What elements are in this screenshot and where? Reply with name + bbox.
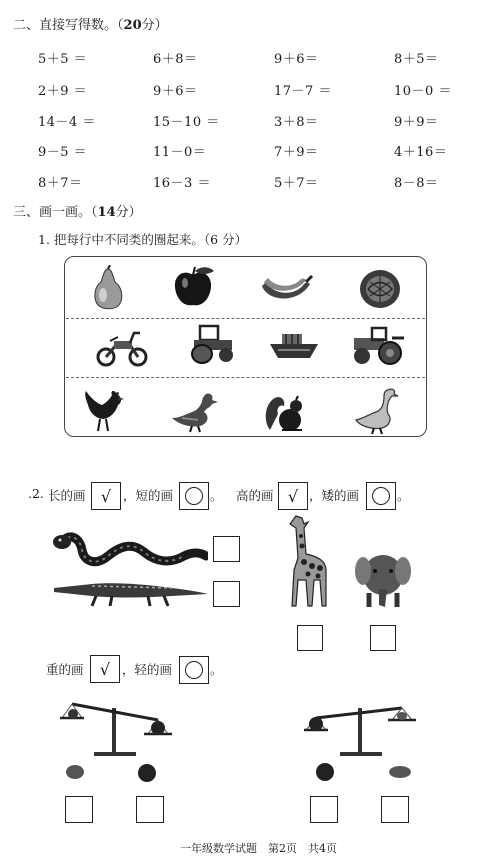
arithmetic-item: 4＋16＝ bbox=[394, 145, 448, 160]
apple-icon[interactable] bbox=[170, 265, 216, 309]
rooster-icon[interactable] bbox=[82, 389, 126, 433]
answer-box-light-right[interactable] bbox=[381, 796, 409, 823]
check-mark-box bbox=[91, 482, 121, 510]
arithmetic-item: 15－10 ＝ bbox=[153, 115, 220, 130]
road-roller-icon[interactable] bbox=[190, 324, 238, 364]
long-label: 长的画 bbox=[48, 488, 86, 503]
circle-mark-box bbox=[366, 482, 396, 510]
light-label: ，轻的画 bbox=[122, 662, 173, 677]
section-2-number: 二、 bbox=[13, 18, 40, 33]
arithmetic-item: 7＋9＝ bbox=[274, 145, 319, 160]
page-footer: 一年级数学试题 第2页 共4页 bbox=[180, 842, 337, 855]
banana-icon[interactable] bbox=[258, 272, 314, 308]
arithmetic-item: 2＋9 ＝ bbox=[38, 84, 88, 99]
arithmetic-item: 14－4 ＝ bbox=[38, 115, 96, 130]
section-3-score: 14 bbox=[97, 205, 116, 220]
circle-mark-box bbox=[179, 656, 209, 684]
short-label: ，短的画 bbox=[123, 488, 174, 503]
answer-box-elephant[interactable] bbox=[370, 625, 396, 651]
squirrel-icon[interactable] bbox=[262, 394, 306, 434]
section-2-title: 直接写得数。 bbox=[39, 18, 118, 33]
motorcycle-icon[interactable] bbox=[96, 327, 148, 367]
crocodile-icon bbox=[52, 574, 210, 608]
answer-box-crocodile[interactable] bbox=[213, 581, 240, 607]
balance-scale-right bbox=[302, 698, 420, 760]
watermelon-icon[interactable] bbox=[358, 268, 402, 310]
arithmetic-item: 8－8＝ bbox=[394, 176, 439, 191]
arithmetic-item: 5＋5 ＝ bbox=[38, 52, 88, 67]
arithmetic-item: 6＋8＝ bbox=[153, 52, 198, 67]
circle-mark-box bbox=[179, 482, 209, 510]
circle-icon bbox=[185, 487, 203, 505]
arithmetic-item: 10－0 ＝ bbox=[394, 84, 452, 99]
section-2-heading: 二、直接写得数。（20分） bbox=[13, 18, 168, 33]
arithmetic-item: 16－3 ＝ bbox=[153, 176, 211, 191]
boat-icon[interactable] bbox=[268, 330, 320, 364]
elephant-icon bbox=[355, 549, 411, 609]
check-mark-box bbox=[90, 655, 120, 683]
row-divider bbox=[66, 377, 425, 378]
giraffe-icon bbox=[282, 514, 338, 610]
question-1-text: 1. 把每行中不同类的圈起来。（6 分） bbox=[38, 232, 248, 247]
heavy-object-icon bbox=[136, 763, 158, 783]
section-2-score: 20 bbox=[123, 18, 142, 33]
check-mark-icon: √ bbox=[287, 486, 299, 506]
circle-icon bbox=[372, 487, 390, 505]
arithmetic-item: 9＋9＝ bbox=[394, 115, 439, 130]
circle-icon bbox=[185, 661, 203, 679]
section-3-heading: 三、画一画。（14分） bbox=[13, 205, 142, 220]
answer-box-giraffe[interactable] bbox=[297, 625, 323, 651]
duck-icon[interactable] bbox=[170, 390, 218, 434]
section-3-title: 画一画。 bbox=[39, 205, 92, 220]
heavy-label: 重的画 bbox=[46, 662, 84, 677]
arithmetic-item: 9＋6＝ bbox=[153, 84, 198, 99]
answer-box-light-left[interactable] bbox=[65, 796, 93, 823]
row-divider bbox=[66, 318, 425, 319]
section-3-number: 三、 bbox=[13, 205, 40, 220]
balance-scale-left bbox=[58, 698, 176, 760]
answer-box-snake[interactable] bbox=[213, 536, 240, 562]
heavy-object-icon bbox=[314, 761, 336, 783]
goose-icon[interactable] bbox=[352, 386, 400, 436]
arithmetic-item: 17－7 ＝ bbox=[274, 84, 332, 99]
question-2-number: .2. bbox=[28, 486, 44, 501]
arithmetic-item: 8＋7＝ bbox=[38, 176, 83, 191]
tractor-icon[interactable] bbox=[348, 326, 406, 366]
pear-icon[interactable] bbox=[88, 265, 128, 311]
arithmetic-item: 9＋6＝ bbox=[274, 52, 319, 67]
arithmetic-item: 3＋8＝ bbox=[274, 115, 319, 130]
check-mark-box bbox=[278, 482, 308, 510]
answer-box-heavy-right[interactable] bbox=[310, 796, 338, 823]
arithmetic-item: 9－5 ＝ bbox=[38, 145, 88, 160]
check-mark-icon: √ bbox=[100, 486, 112, 506]
question-2-line-1: .2. 长的画 √ ，短的画 。 高的画 √ ，矮的画 。 bbox=[28, 482, 498, 512]
light-object-icon bbox=[386, 764, 414, 780]
arithmetic-item: 8＋5＝ bbox=[394, 52, 439, 67]
snake-icon bbox=[52, 528, 208, 572]
arithmetic-item: 11－0＝ bbox=[153, 145, 207, 160]
answer-box-heavy-left[interactable] bbox=[136, 796, 164, 823]
arithmetic-item: 5＋7＝ bbox=[274, 176, 319, 191]
question-2-line-2: 重的画 √ ，轻的画 。 bbox=[46, 655, 246, 685]
low-label: ，矮的画 bbox=[309, 488, 360, 503]
check-mark-icon: √ bbox=[99, 659, 111, 679]
light-object-icon bbox=[64, 763, 86, 781]
tall-label: 高的画 bbox=[236, 488, 274, 503]
